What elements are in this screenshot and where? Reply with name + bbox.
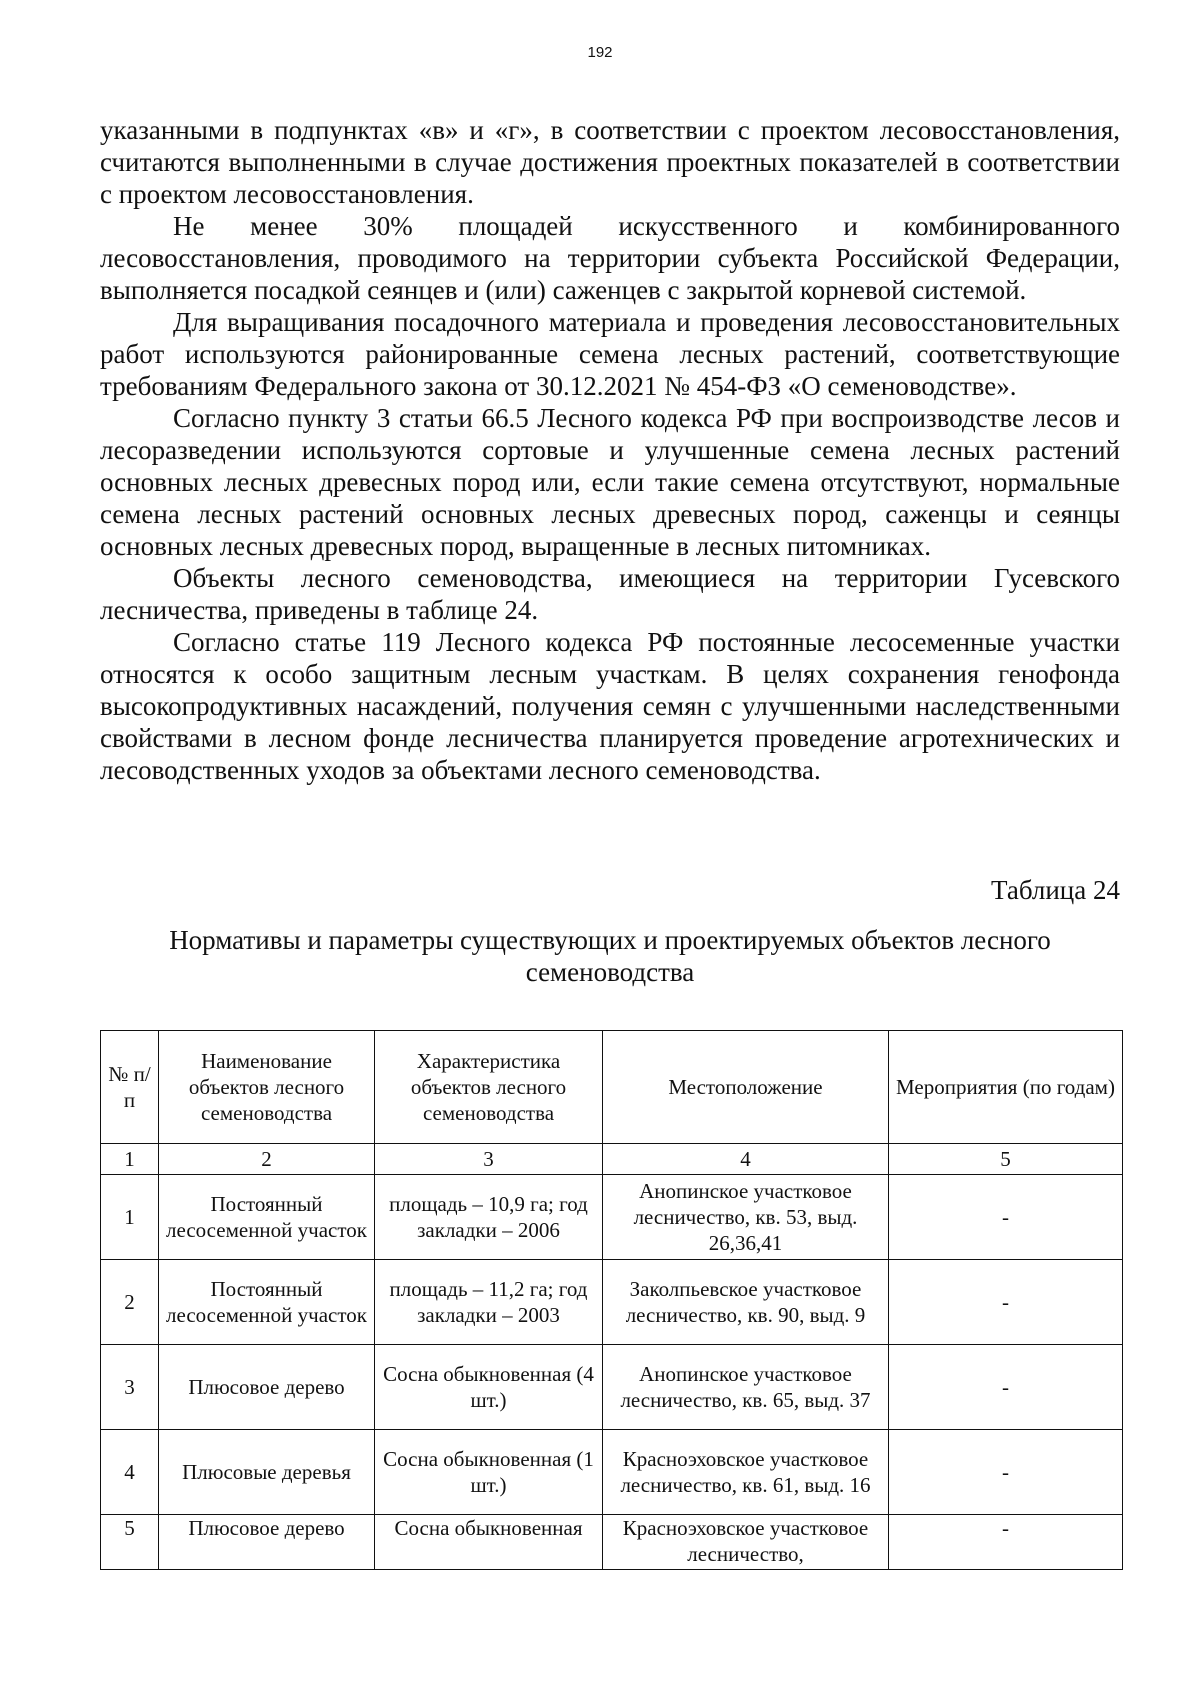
table-caption: Таблица 24 bbox=[991, 875, 1120, 905]
cell-number: 5 bbox=[101, 1515, 159, 1570]
cell-number: 3 bbox=[101, 1345, 159, 1430]
table-column-number-row bbox=[101, 1144, 1123, 1175]
cell-location: Анопинское участковое лесничество, кв. 65, выд. 37 bbox=[603, 1345, 889, 1430]
cell-location: Заколпьевское участковое лесничество, кв. 90, выд. 9 bbox=[603, 1260, 889, 1345]
cell-activities: - bbox=[889, 1345, 1123, 1430]
paragraph: Для выращивания посадочного материала и проведения лесовосстановительных работ используются районированные семена лесных растений, соответствующие требованиям Федерального закона от 30.12.2021 № 454-ФЗ «О семеноводстве». bbox=[100, 307, 1120, 401]
cell-number: 4 bbox=[101, 1430, 159, 1515]
cell-activities: - bbox=[889, 1515, 1123, 1570]
table-row bbox=[101, 1175, 1123, 1260]
column-header-number: № п/п bbox=[101, 1031, 159, 1144]
table-row bbox=[101, 1515, 1123, 1570]
column-header-characteristics: Характеристика объектов лесного семеноводства bbox=[375, 1031, 603, 1144]
column-header-location: Местоположение bbox=[603, 1031, 889, 1144]
body-text bbox=[100, 114, 1120, 786]
cell-number: 1 bbox=[101, 1175, 159, 1260]
cell-characteristics: площадь – 11,2 га; год закладки – 2003 bbox=[375, 1260, 603, 1345]
cell-name: Плюсовые деревья bbox=[159, 1430, 375, 1515]
cell-name: Постоянный лесосеменной участок bbox=[159, 1260, 375, 1345]
column-number: 2 bbox=[159, 1144, 375, 1175]
column-number: 5 bbox=[889, 1144, 1123, 1175]
cell-activities: - bbox=[889, 1430, 1123, 1515]
cell-name: Плюсовое дерево bbox=[159, 1515, 375, 1570]
column-number: 1 bbox=[101, 1144, 159, 1175]
table-row bbox=[101, 1260, 1123, 1345]
paragraph: Согласно статье 119 Лесного кодекса РФ постоянные лесосеменные участки относятся к особо защитным лесным участкам. В целях сохранения генофонда высокопродуктивных насаждений, получения семян с улучшенными наследственными свойствами в лесном фонде лесничества планируется проведение агротехнических и лесоводственных уходов за объектами лесного семеноводства. bbox=[100, 627, 1120, 785]
cell-characteristics: Сосна обыкновенная (4 шт.) bbox=[375, 1345, 603, 1430]
cell-number: 2 bbox=[101, 1260, 159, 1345]
cell-name: Плюсовое дерево bbox=[159, 1345, 375, 1430]
table-row bbox=[101, 1345, 1123, 1430]
table-title: Нормативы и параметры существующих и проектируемых объектов лесного семеноводства bbox=[169, 925, 1051, 987]
paragraph: Объекты лесного семеноводства, имеющиеся на территории Гусевского лесничества, приведены в таблице 24. bbox=[100, 563, 1120, 625]
column-number: 3 bbox=[375, 1144, 603, 1175]
seed-objects-table bbox=[100, 1030, 1123, 1570]
paragraph: Согласно пункту 3 статьи 66.5 Лесного кодекса РФ при воспроизводстве лесов и лесоразведении используются сортовые и улучшенные семена лесных растений основных лесных древесных пород или, если такие семена отсутствуют, нормальные семена лесных растений основных лесных древесных пород, саженцы и сеянцы основных лесных древесных пород, выращенные в лесных питомниках. bbox=[100, 403, 1120, 561]
column-header-name: Наименование объектов лесного семеноводства bbox=[159, 1031, 375, 1144]
column-header-activities: Мероприятия (по годам) bbox=[889, 1031, 1123, 1144]
paragraph: указанными в подпунктах «в» и «г», в соответствии с проектом лесовосстановления, считаются выполненными в случае достижения проектных показателей в соответствии с проектом лесовосстановления. bbox=[100, 115, 1120, 209]
cell-characteristics: площадь – 10,9 га; год закладки – 2006 bbox=[375, 1175, 603, 1260]
cell-characteristics: Сосна обыкновенная (1 шт.) bbox=[375, 1430, 603, 1515]
cell-activities: - bbox=[889, 1260, 1123, 1345]
cell-activities: - bbox=[889, 1175, 1123, 1260]
cell-location: Анопинское участковое лесничество, кв. 53, выд. 26,36,41 bbox=[603, 1175, 889, 1260]
table-header-row bbox=[101, 1031, 1123, 1144]
page-number: 192 bbox=[587, 44, 613, 61]
cell-name: Постоянный лесосеменной участок bbox=[159, 1175, 375, 1260]
column-number: 4 bbox=[603, 1144, 889, 1175]
paragraph: Не менее 30% площадей искусственного и комбинированного лесовосстановления, проводимого на территории субъекта Российской Федерации, выполняется посадкой сеянцев и (или) саженцев с закрытой корневой системой. bbox=[100, 211, 1120, 305]
cell-characteristics: Сосна обыкновенная bbox=[375, 1515, 603, 1570]
cell-location: Красноэховское участковое лесничество, кв. 61, выд. 16 bbox=[603, 1430, 889, 1515]
table-row bbox=[101, 1430, 1123, 1515]
cell-location: Красноэховское участковое лесничество, bbox=[603, 1515, 889, 1570]
